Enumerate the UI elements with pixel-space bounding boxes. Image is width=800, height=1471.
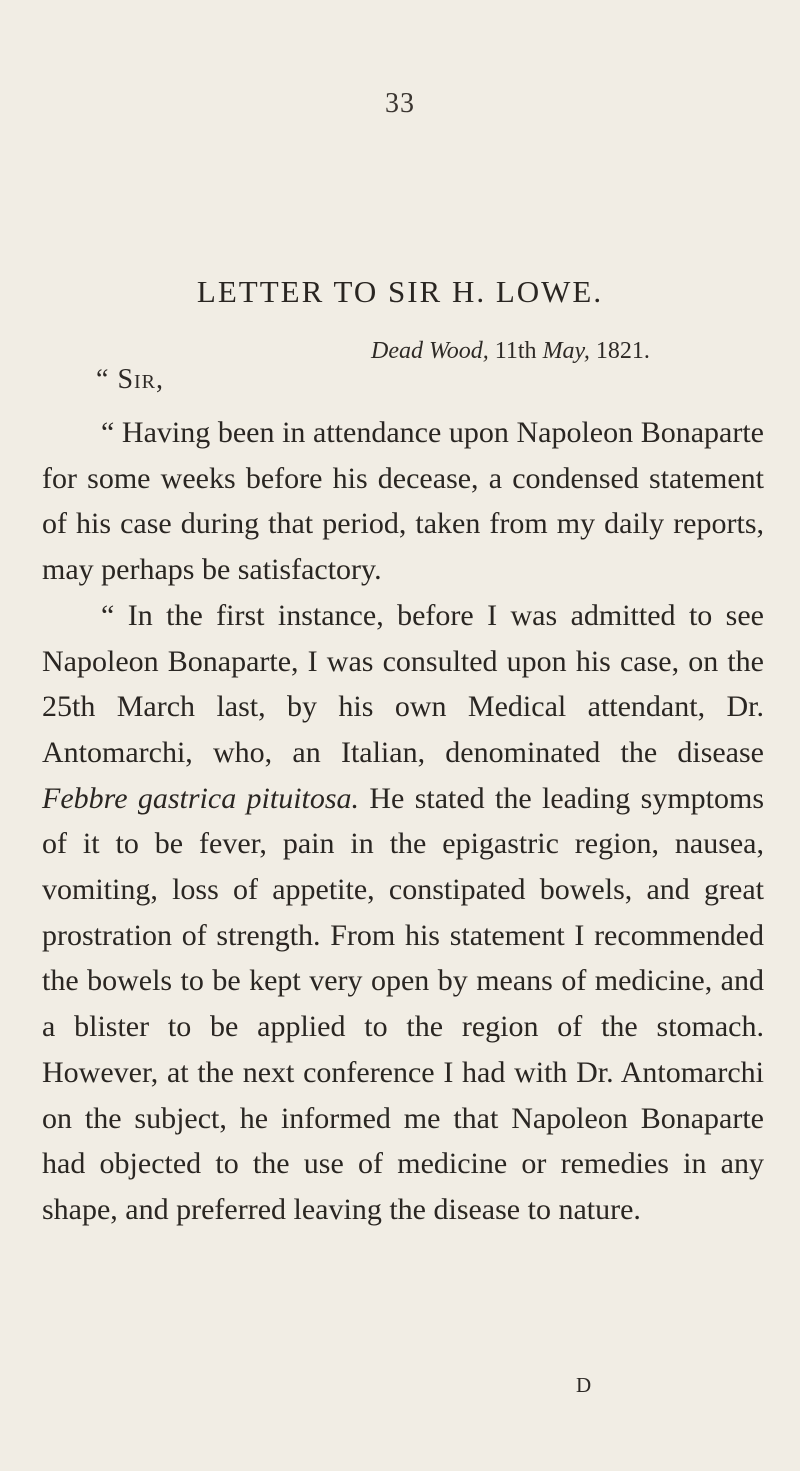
dateline-month: May, <box>542 338 590 364</box>
dateline <box>371 338 650 365</box>
salutation-quote: “ <box>96 364 110 395</box>
page-number: 33 <box>385 88 415 119</box>
salutation-text: Sir, <box>117 364 165 395</box>
dateline-day: 11th <box>494 338 537 364</box>
salutation <box>96 364 164 396</box>
letter-heading: LETTER TO SIR H. LOWE. <box>196 274 604 309</box>
signature-mark: D <box>576 1373 592 1397</box>
paragraph-2-part-a: “ In the first instance, before I was admitted to see Napoleon Bonaparte, I was consulted upon his case, on the 25th March last, by his own Medical attendant, Dr. Antomarchi, who, an Italian, denominated the disease <box>42 598 764 769</box>
paragraph-1: “ Having been in attendance upon Napoleon Bonaparte for some weeks before his decease, a condensed statement of his case during that period, taken from my daily reports, may perhaps be satisfactory. <box>42 416 764 587</box>
letter-body <box>42 410 764 1233</box>
disease-name: Febbre gastrica pituitosa. <box>42 781 360 815</box>
paragraph-2-part-b: He stated the leading symptoms of it to be fever, pain in the epigastric region, nausea, vomiting, loss of appetite, constipated bowels, and great prostration of strength. From his statement I recommended the bowels to be kept very open by means of medicine, and a blister to be applied to the region of the stomach. However, at the next conference I had with Dr. Antomarchi on the subject, he informed me that Napoleon Bonaparte had objected to the use of medicine or remedies in any shape, and preferred leaving the disease to nature. <box>42 781 765 1226</box>
paragraph-2 <box>42 593 764 1233</box>
dateline-year: 1821. <box>595 338 650 364</box>
dateline-place: Dead Wood, <box>371 338 489 364</box>
